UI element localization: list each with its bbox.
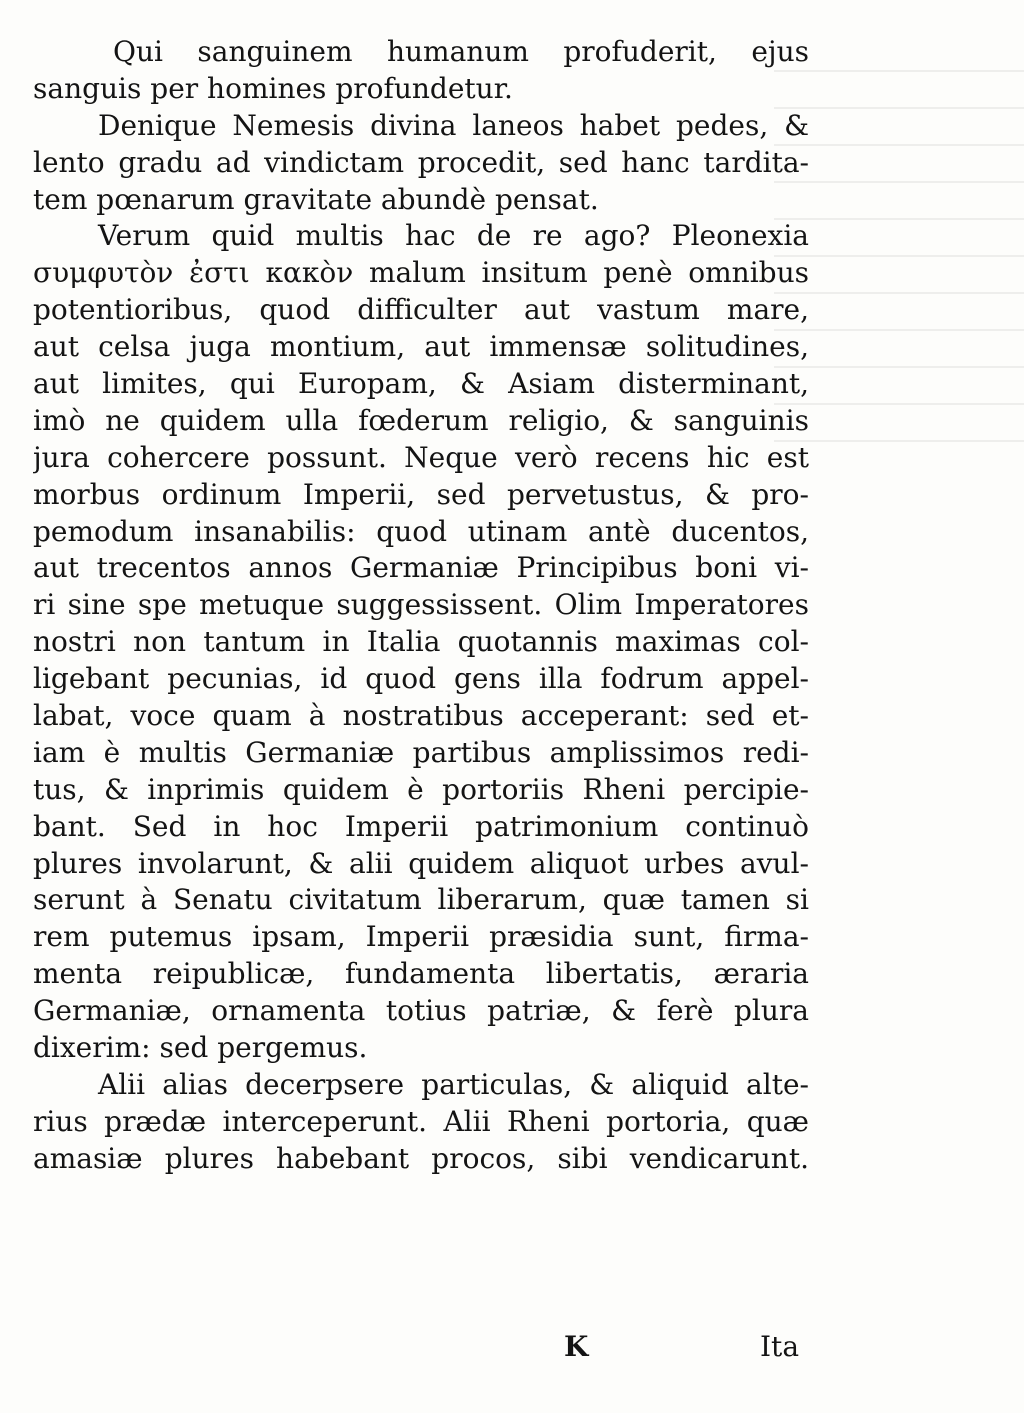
- text-line: pemodum insanabilis: quod utinam antè ducentos,: [33, 514, 809, 548]
- text-line: συμφυτὸν ἐστι κακὸν malum insitum penè omnibus: [33, 256, 809, 290]
- text-line: ligebant pecunias, id quod gens illa fodrum appel-: [33, 662, 809, 696]
- text-line: jura cohercere possunt. Neque verò recens hic est: [33, 440, 809, 474]
- text-line: dixerim: sed pergemus.: [33, 1031, 368, 1065]
- text-line: Denique Nemesis divina laneos habet pedes, &: [98, 108, 809, 142]
- text-line: aut limites, qui Europam, & Asiam disterminant,: [33, 367, 809, 401]
- text-line: ri sine spe metuque suggessissent. Olim Imperatores: [33, 588, 809, 622]
- text-line: amasiæ plures habebant procos, sibi vendicarunt.: [33, 1141, 809, 1175]
- text-line: imò ne quidem ulla fœderum religio, & sanguinis: [33, 403, 809, 437]
- text-line: bant. Sed in hoc Imperii patrimonium continuò: [33, 809, 809, 843]
- text-line: rius prædæ interceperunt. Alii Rheni portoria, quæ: [33, 1104, 809, 1138]
- text-line: sanguis per homines profundetur.: [33, 71, 513, 105]
- text-line: plures involarunt, & alii quidem aliquot urbes avul-: [33, 846, 809, 880]
- text-line: aut celsa juga montium, aut immensæ solitudines,: [33, 330, 809, 364]
- text-line: tus, & inprimis quidem è portoriis Rheni percipie-: [33, 772, 809, 806]
- body-text: [33, 34, 809, 1178]
- text-line: potentioribus, quod difficulter aut vastum mare,: [33, 293, 809, 327]
- text-line: tem pœnarum gravitate abundè pensat.: [33, 182, 599, 216]
- signature-mark: K: [564, 1330, 589, 1363]
- catchword: Ita: [760, 1330, 800, 1363]
- text-line: menta reipublicæ, fundamenta libertatis, æraria: [33, 957, 809, 991]
- text-line: serunt à Senatu civitatum liberarum, quæ tamen si: [33, 883, 809, 917]
- text-line: rem putemus ipsam, Imperii præsidia sunt, firma-: [33, 920, 809, 954]
- text-line: Qui sanguinem humanum profuderit, ejus: [113, 35, 809, 68]
- show-through-shadow: [774, 70, 1024, 450]
- text-line: labat, voce quam à nostratibus acceperant: sed et-: [33, 699, 809, 733]
- text-line: aut trecentos annos Germaniæ Principibus boni vi-: [33, 551, 809, 585]
- text-line: iam è multis Germaniæ partibus amplissimos redi-: [33, 735, 809, 769]
- text-line: morbus ordinum Imperii, sed pervetustus, & pro-: [33, 477, 809, 511]
- text-line: Verum quid multis hac de re ago? Pleonexia: [98, 219, 809, 253]
- text-line: lento gradu ad vindictam procedit, sed hanc tardita-: [33, 145, 809, 179]
- text-line: Alii alias decerpsere particulas, & aliquid alte-: [98, 1067, 809, 1101]
- text-line: Germaniæ, ornamenta totius patriæ, & ferè plura: [33, 994, 809, 1028]
- text-line: nostri non tantum in Italia quotannis maximas col-: [33, 625, 809, 659]
